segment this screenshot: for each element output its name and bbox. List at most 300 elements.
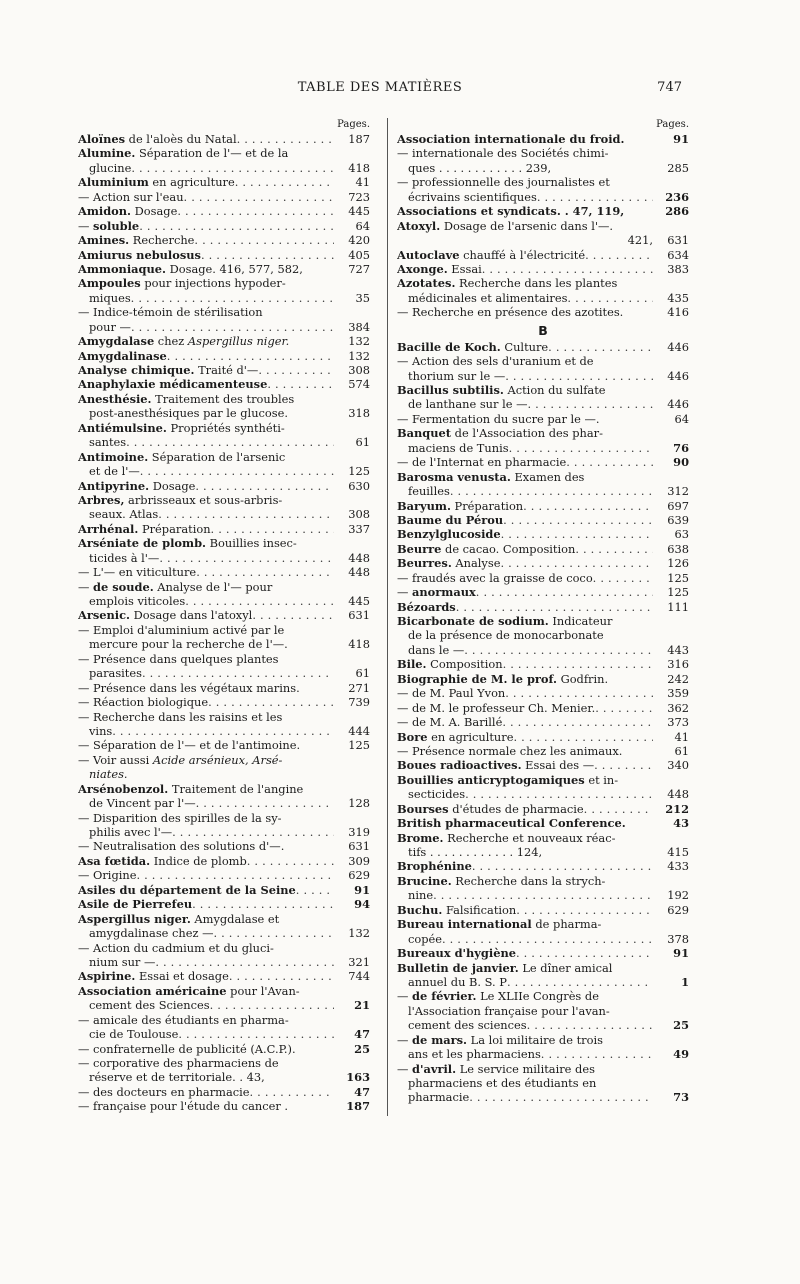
entry-text: Banquet de l'Association des phar- bbox=[397, 426, 603, 441]
index-entry-line bbox=[397, 204, 689, 218]
index-entry-line bbox=[78, 175, 370, 189]
index-entry bbox=[397, 816, 689, 830]
index-entry bbox=[78, 608, 370, 622]
index-entry-line bbox=[397, 946, 689, 960]
leader-dots bbox=[196, 796, 334, 810]
index-entry bbox=[78, 204, 370, 218]
index-entry bbox=[78, 522, 370, 536]
page-reference: 125 bbox=[348, 738, 370, 753]
page-reference: 359 bbox=[667, 686, 689, 701]
leader-dots bbox=[250, 1085, 334, 1099]
index-entry bbox=[78, 1042, 370, 1056]
index-entry bbox=[78, 421, 370, 450]
index-entry-line bbox=[78, 695, 370, 709]
index-entry-line bbox=[78, 926, 370, 940]
entry-text: Bile. Composition bbox=[397, 657, 503, 672]
index-entry-line bbox=[397, 1062, 689, 1076]
leader-dots bbox=[505, 686, 653, 700]
entry-text: — d'avril. Le service militaire des bbox=[397, 1061, 595, 1076]
entry-text: annuel du B. S. P bbox=[408, 974, 507, 989]
page-reference: 90 bbox=[673, 455, 689, 470]
entry-text: dans le — bbox=[408, 642, 465, 657]
entry-text: Aspergillus niger. Amygdalase et bbox=[78, 911, 280, 926]
leader-dots bbox=[575, 542, 653, 556]
entry-text: — confraternelle de publicité (A.C.P.). bbox=[78, 1041, 296, 1056]
leader-dots bbox=[505, 369, 653, 383]
index-entry-line bbox=[397, 1033, 689, 1047]
index-entry bbox=[397, 219, 689, 248]
entry-text: — française pour l'étude du cancer . bbox=[78, 1099, 289, 1114]
index-entry-line bbox=[78, 565, 370, 579]
leader-dots bbox=[211, 522, 334, 536]
leader-dots bbox=[177, 204, 334, 218]
index-entry-line bbox=[78, 276, 370, 290]
index-entry bbox=[397, 1033, 689, 1062]
index-entry bbox=[397, 614, 689, 657]
index-column-left bbox=[78, 118, 370, 1114]
page-reference: 630 bbox=[348, 478, 370, 493]
index-entry-line bbox=[78, 839, 370, 853]
entry-text: Atoxyl. Dosage de l'arsenic dans l'—. bbox=[397, 218, 614, 233]
page-reference: 446 bbox=[667, 368, 689, 383]
index-entry bbox=[397, 527, 689, 541]
page-reference: 21 bbox=[354, 998, 370, 1013]
index-entry-line bbox=[78, 161, 370, 175]
page-reference: 435 bbox=[667, 290, 689, 305]
index-entry-line bbox=[78, 825, 370, 839]
index-entry bbox=[78, 392, 370, 421]
index-entry bbox=[78, 984, 370, 1013]
entry-text: de la présence de monocarbonate bbox=[408, 628, 604, 643]
leader-dots bbox=[235, 175, 334, 189]
leader-dots bbox=[126, 435, 334, 449]
page-reference: 337 bbox=[348, 521, 370, 536]
index-entry-line bbox=[397, 354, 689, 368]
index-entry bbox=[78, 479, 370, 493]
leader-dots bbox=[476, 585, 653, 599]
index-entry-line bbox=[397, 874, 689, 888]
index-entry bbox=[78, 276, 370, 305]
page-reference: 319 bbox=[348, 825, 370, 839]
leader-dots bbox=[450, 484, 653, 498]
page-reference: 132 bbox=[348, 348, 370, 363]
index-entry bbox=[397, 276, 689, 305]
page-reference: 285 bbox=[667, 160, 689, 175]
entry-text: Aloïnes de l'aloès du Natal bbox=[78, 132, 237, 146]
index-entry bbox=[397, 542, 689, 556]
page-reference: 373 bbox=[667, 715, 689, 730]
leader-dots bbox=[595, 701, 653, 715]
entry-text: — Emploi d'aluminium activé par le bbox=[78, 622, 285, 637]
page-reference: 41 bbox=[674, 729, 689, 744]
entry-text: glucine bbox=[89, 160, 132, 175]
entry-text: ques . . . . . . . . . . . . 239, bbox=[408, 160, 552, 175]
entry-text: — corporative des pharmaciens de bbox=[78, 1056, 279, 1070]
index-entry-line bbox=[397, 441, 689, 455]
page-reference: 727 bbox=[348, 261, 370, 276]
index-entry bbox=[78, 190, 370, 204]
entry-text: — de soude. Analyse de l'— pour bbox=[78, 579, 273, 594]
entry-text: Bézoards bbox=[397, 599, 456, 614]
index-entry-line bbox=[397, 470, 689, 484]
index-entry-line bbox=[78, 305, 370, 319]
index-entry bbox=[78, 363, 370, 377]
index-entry-line bbox=[78, 320, 370, 334]
entry-text: parasites bbox=[89, 666, 142, 681]
page-reference: 76 bbox=[673, 440, 689, 455]
page-reference: 418 bbox=[348, 637, 370, 652]
page-title: TABLE DES MATIÈRES bbox=[297, 80, 463, 95]
index-entry bbox=[397, 1062, 689, 1105]
index-entry-line bbox=[78, 219, 370, 233]
page-reference: 448 bbox=[348, 565, 370, 580]
index-entry-line bbox=[78, 204, 370, 218]
leader-dots bbox=[509, 441, 653, 455]
index-entry-line bbox=[397, 773, 689, 787]
entry-text: Amines. Recherche bbox=[78, 233, 195, 248]
index-entry bbox=[397, 758, 689, 772]
page-reference: 286 bbox=[665, 204, 689, 219]
index-entry-line bbox=[397, 305, 689, 319]
entry-text: Aspirine. Essai et dosage bbox=[78, 969, 229, 984]
index-entry-line bbox=[397, 499, 689, 513]
page-reference: 723 bbox=[348, 189, 370, 204]
entry-text: copée bbox=[408, 931, 443, 946]
entry-text: post-anesthésiques par le glucose. bbox=[89, 406, 288, 421]
entry-text: secticides bbox=[408, 787, 466, 802]
entry-text: Asile de Pierrefeu bbox=[78, 897, 193, 912]
index-entry-line bbox=[397, 932, 689, 946]
entry-text: Autoclave chauffé à l'électricité bbox=[397, 247, 586, 262]
index-entry-line bbox=[397, 484, 689, 498]
page-reference: 321 bbox=[348, 954, 370, 969]
entry-text: — L'— en viticulture bbox=[78, 565, 197, 580]
leader-dots bbox=[503, 513, 653, 527]
leader-dots bbox=[296, 883, 334, 897]
index-entry bbox=[78, 305, 370, 334]
entry-text: miques bbox=[89, 290, 131, 305]
index-entry-line bbox=[397, 412, 689, 426]
entry-text: nium sur — bbox=[89, 954, 156, 969]
entry-text: — Séparation de l'— et de l'antimoine. bbox=[78, 738, 301, 753]
index-entry-line bbox=[78, 132, 370, 146]
index-entry-line bbox=[397, 513, 689, 527]
index-entry-line bbox=[78, 796, 370, 810]
index-entry-line bbox=[397, 426, 689, 440]
leader-dots bbox=[541, 1047, 653, 1061]
index-entry bbox=[78, 262, 370, 276]
index-entry bbox=[78, 377, 370, 391]
index-entry bbox=[397, 571, 689, 585]
entry-text: Association internationale du froid. bbox=[397, 132, 625, 146]
index-entry-line bbox=[78, 392, 370, 406]
index-entry-line bbox=[78, 782, 370, 796]
index-entry bbox=[397, 354, 689, 383]
index-entry bbox=[397, 513, 689, 527]
index-entry bbox=[78, 536, 370, 565]
index-entry bbox=[397, 132, 689, 146]
index-entry-line bbox=[397, 219, 689, 233]
entry-text: nine bbox=[408, 888, 434, 903]
leader-dots bbox=[516, 903, 653, 917]
page-reference: 446 bbox=[667, 397, 689, 412]
leader-dots bbox=[527, 1018, 653, 1032]
index-entry-line bbox=[78, 406, 370, 420]
entry-text: Arbres, arbrisseaux et sous-arbris- bbox=[78, 492, 283, 507]
entry-text: Antipyrine. Dosage bbox=[78, 478, 196, 493]
index-entry bbox=[397, 961, 689, 990]
entry-text: — Action des sels d'uranium et de bbox=[397, 354, 594, 369]
page-reference: 132 bbox=[348, 334, 370, 349]
column-divider bbox=[387, 118, 388, 1116]
index-entry-line bbox=[397, 383, 689, 397]
leader-dots bbox=[503, 657, 653, 671]
leader-dots bbox=[593, 571, 653, 585]
entry-text: — Présence dans quelques plantes bbox=[78, 651, 279, 666]
index-entry-line bbox=[78, 710, 370, 724]
index-entry-line bbox=[397, 758, 689, 772]
entry-text: Bureau international de pharma- bbox=[397, 917, 602, 932]
page-reference: 639 bbox=[667, 512, 689, 527]
index-entry bbox=[397, 340, 689, 354]
page-reference: 308 bbox=[348, 363, 370, 377]
page-reference: 41 bbox=[355, 175, 370, 190]
page-reference: 309 bbox=[348, 853, 370, 868]
index-entry-line bbox=[78, 854, 370, 868]
entry-text: — Neutralisation des solutions d'—. bbox=[78, 839, 285, 854]
entry-text: de lanthane sur le — bbox=[408, 397, 528, 412]
entry-text: Axonge. Essai bbox=[397, 261, 482, 276]
leader-dots bbox=[258, 363, 334, 377]
section-letter: B bbox=[538, 322, 548, 338]
index-entry bbox=[78, 912, 370, 941]
leader-dots bbox=[158, 507, 334, 521]
page-reference: 312 bbox=[667, 484, 689, 499]
entry-text: Bouillies anticryptogamiques et in- bbox=[397, 772, 619, 787]
leader-dots bbox=[167, 349, 334, 363]
entry-text: — Fermentation du sucre par le —. bbox=[397, 411, 600, 426]
leader-dots bbox=[131, 161, 334, 175]
leader-dots bbox=[214, 926, 335, 940]
entry-text: — Présence normale chez les animaux. bbox=[397, 743, 623, 758]
index-entry-line bbox=[397, 787, 689, 801]
leader-dots bbox=[464, 643, 653, 657]
index-entry bbox=[397, 455, 689, 469]
index-entry-line bbox=[78, 580, 370, 594]
page-reference: 125 bbox=[667, 570, 689, 585]
index-entry bbox=[397, 556, 689, 570]
leader-dots bbox=[201, 248, 334, 262]
index-entry bbox=[397, 146, 689, 175]
index-entry bbox=[78, 695, 370, 709]
index-entry-line bbox=[78, 450, 370, 464]
index-entry-line bbox=[78, 608, 370, 622]
index-entry-line bbox=[397, 1090, 689, 1104]
entry-text: Arsénobenzol. Traitement de l'angine bbox=[78, 781, 304, 796]
entry-text: — Origine bbox=[78, 868, 137, 883]
index-entry bbox=[78, 883, 370, 897]
entry-text: cie de Toulouse bbox=[89, 1027, 179, 1042]
leader-dots bbox=[155, 955, 334, 969]
entry-text: Buchu. Falsification bbox=[397, 902, 517, 917]
page-reference: 212 bbox=[665, 801, 689, 816]
leader-dots bbox=[159, 551, 334, 565]
index-entry bbox=[397, 175, 689, 204]
index-entry-line bbox=[78, 941, 370, 955]
index-entry-line bbox=[397, 989, 689, 1003]
index-entry-line bbox=[397, 1018, 689, 1032]
index-entry-line bbox=[78, 883, 370, 897]
entry-text: Aluminium en agriculture bbox=[78, 175, 235, 190]
index-entry-line bbox=[78, 623, 370, 637]
page-reference: 318 bbox=[348, 406, 370, 421]
entry-text: pharmacie bbox=[408, 1090, 470, 1105]
index-entry bbox=[397, 412, 689, 426]
index-entry-line bbox=[397, 291, 689, 305]
page-reference: 340 bbox=[667, 758, 689, 773]
entry-text: Anaphylaxie médicamenteuse bbox=[78, 377, 268, 392]
index-entry bbox=[78, 652, 370, 681]
page-reference: 61 bbox=[355, 666, 370, 681]
page-reference: 25 bbox=[354, 1041, 370, 1056]
entry-text: thorium sur le — bbox=[408, 368, 506, 383]
page-reference: 744 bbox=[348, 969, 370, 984]
index-entry bbox=[397, 305, 689, 319]
index-entry bbox=[397, 744, 689, 758]
leader-dots bbox=[566, 455, 653, 469]
index-entry bbox=[397, 715, 689, 729]
page-header bbox=[78, 80, 682, 100]
index-entry-line bbox=[397, 730, 689, 744]
index-entry-line bbox=[78, 190, 370, 204]
index-entry-line bbox=[397, 175, 689, 189]
page-reference: 631 bbox=[667, 233, 689, 248]
index-entry-line bbox=[78, 738, 370, 752]
index-entry-line bbox=[397, 672, 689, 686]
leader-dots bbox=[585, 248, 653, 262]
entry-text: — de mars. La loi militaire de trois bbox=[397, 1032, 603, 1047]
index-entry bbox=[78, 1099, 370, 1113]
index-entry bbox=[397, 600, 689, 614]
entry-text: Association américaine pour l'Avan- bbox=[78, 983, 300, 998]
index-entry-line bbox=[78, 652, 370, 666]
entry-text: Barosma venusta. Examen des bbox=[397, 469, 585, 484]
index-entry bbox=[397, 383, 689, 412]
index-entry-line bbox=[397, 816, 689, 830]
page-reference: 64 bbox=[674, 411, 689, 426]
index-entry-line bbox=[78, 637, 370, 651]
entry-text: Baume du Pérou bbox=[397, 512, 504, 527]
entry-text: l'Association française pour l'avan- bbox=[408, 1003, 610, 1018]
index-entry bbox=[397, 672, 689, 686]
index-entry-line bbox=[397, 614, 689, 628]
index-entry-line bbox=[78, 1042, 370, 1056]
leader-dots bbox=[136, 868, 334, 882]
index-entry-line bbox=[397, 802, 689, 816]
page-reference: 445 bbox=[348, 594, 370, 608]
index-entry-line bbox=[78, 811, 370, 825]
index-entry-line bbox=[397, 643, 689, 657]
index-entry-line bbox=[78, 377, 370, 391]
index-entry-line bbox=[78, 551, 370, 565]
leader-dots bbox=[184, 190, 334, 204]
index-entry bbox=[78, 132, 370, 146]
leader-dots bbox=[194, 233, 334, 247]
leader-dots bbox=[247, 854, 334, 868]
index-entry-line bbox=[397, 369, 689, 383]
page-reference: 739 bbox=[348, 695, 370, 710]
index-entry bbox=[397, 657, 689, 671]
leader-dots bbox=[131, 291, 334, 305]
entry-text: — Réaction biologique bbox=[78, 695, 209, 710]
index-entry bbox=[78, 811, 370, 840]
index-entry-line bbox=[397, 888, 689, 902]
leader-dots bbox=[192, 897, 334, 911]
page-reference: 35 bbox=[355, 290, 370, 305]
page-reference: 25 bbox=[673, 1018, 689, 1033]
page-reference: 697 bbox=[667, 498, 689, 513]
page-reference: 187 bbox=[346, 1099, 370, 1114]
entry-text: — amicale des étudiants en pharma- bbox=[78, 1012, 289, 1027]
index-entry-line bbox=[397, 961, 689, 975]
page-reference: 271 bbox=[348, 680, 370, 695]
entry-text: Boues radioactives. Essai des — bbox=[397, 758, 595, 773]
page-reference: 445 bbox=[348, 204, 370, 219]
page-reference: 362 bbox=[667, 700, 689, 715]
entry-text: Arrhénal. Préparation bbox=[78, 521, 211, 536]
index-entry bbox=[397, 426, 689, 455]
page-reference: 383 bbox=[667, 261, 689, 276]
index-entry bbox=[78, 565, 370, 579]
leader-dots bbox=[523, 499, 653, 513]
leader-dots bbox=[472, 859, 653, 873]
entry-text: Arséniate de plomb. Bouillies insec- bbox=[78, 536, 297, 551]
index-entry bbox=[78, 753, 370, 782]
page-reference: 64 bbox=[355, 218, 370, 233]
index-entry-line bbox=[78, 363, 370, 377]
index-entry bbox=[78, 710, 370, 739]
entry-text: — Action sur l'eau bbox=[78, 189, 184, 204]
entry-text: et de l'— bbox=[89, 464, 140, 479]
page-reference: 629 bbox=[348, 868, 370, 883]
entry-text: Analyse chimique. Traité d'— bbox=[78, 363, 259, 377]
page-reference: 125 bbox=[667, 585, 689, 600]
leader-dots bbox=[196, 565, 334, 579]
entry-text: Alumine. Séparation de l'— et de la bbox=[78, 146, 289, 161]
page-reference: 73 bbox=[673, 1090, 689, 1105]
index-entry-line bbox=[397, 600, 689, 614]
page-reference: 49 bbox=[673, 1047, 689, 1062]
entry-text: réserve et de territoriale. . 43, bbox=[89, 1070, 265, 1085]
entry-text: Brophénine bbox=[397, 859, 472, 874]
index-entry-line bbox=[397, 744, 689, 758]
index-entry bbox=[78, 580, 370, 609]
leader-dots bbox=[567, 291, 653, 305]
entry-text: Associations et syndicats. . 47, 119, bbox=[397, 204, 625, 219]
entry-text: — Recherche dans les raisins et les bbox=[78, 709, 283, 724]
index-entry-line bbox=[78, 912, 370, 926]
page-reference: 111 bbox=[667, 599, 689, 614]
index-entry-line bbox=[397, 542, 689, 556]
leader-dots bbox=[501, 527, 653, 541]
entry-text: amygdalinase chez — bbox=[89, 926, 214, 941]
entry-text: santes bbox=[89, 435, 127, 450]
index-entry bbox=[397, 802, 689, 816]
leader-dots bbox=[584, 802, 653, 816]
index-entry-line bbox=[397, 556, 689, 570]
entry-text: Amidon. Dosage bbox=[78, 204, 178, 219]
leader-dots bbox=[142, 666, 334, 680]
